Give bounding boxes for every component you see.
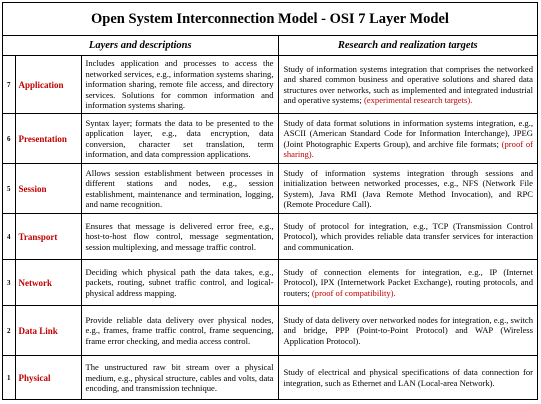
target-text: Study of connection elements for integration, e.g., IP (Internet Protocol), IPX (Internetwork Packet Exchange), routing protocols, and routers; [283, 266, 533, 298]
layer-number: 3 [3, 260, 15, 306]
layer-number: 2 [3, 306, 15, 356]
target-text: Study of protocol for integration, e.g., TCP (Transmission Control Protocol), which provides reliable data transfer services for interaction and communication. [283, 220, 533, 252]
header-row [3, 36, 537, 56]
layer-research-target [278, 114, 537, 164]
layer-row-application [3, 56, 537, 114]
layer-row-network [3, 260, 537, 306]
layer-description: Provide reliable data delivery over physical nodes, e.g., frames, frame traffic control, frame sequencing, frame error checking, and media access control. [81, 306, 278, 356]
layer-row-presentation [3, 114, 537, 164]
layer-description: Allows session establishment between processes in different stations and nodes, e.g., session establishment, maintenance and termination, logging, and name recognition. [81, 164, 278, 214]
target-note: (proof of compatibility). [311, 287, 396, 298]
target-note: (proof of sharing). [283, 138, 533, 159]
layer-name: Data Link [15, 306, 81, 356]
osi-model-table-container [2, 2, 538, 400]
target-text: Study of electrical and physical specifications of data connection for integration, such as Ethernet and LAN (Local-area Network). [283, 367, 533, 388]
layer-row-transport [3, 214, 537, 260]
layer-number: 4 [3, 214, 15, 260]
layer-description: Syntax layer; formats the data to be presented to the application layer, e.g., data encryption, data conversion, character set translation, term information, and data compression applications. [81, 114, 278, 164]
layer-description: Includes application and processes to access the networked services, e.g., information systems sharing, information sharing, remote file access, and directory services. Solutions for common information and information systems sharing. [81, 56, 278, 114]
target-text: Study of information systems integration through sessions and initialization between networked processes, e.g., NFS (Network File System), Java RMI (Java Remote Method Invocation), and RPC (Remote Procedure Call). [283, 167, 533, 209]
layer-name: Application [15, 56, 81, 114]
target-text: Study of information systems integration that comprises the networked and shared common business and operative solutions and shared data structures over networks, such as implemented and integrated industrial and operative systems; [283, 63, 533, 105]
layer-row-session [3, 164, 537, 214]
osi-layers-table [3, 36, 537, 400]
layer-research-target [278, 306, 537, 356]
header-research-targets: Research and realization targets [278, 36, 537, 56]
layer-description: Deciding which physical path the data takes, e.g., packets, routing, subnet traffic control, and logical-physical address mapping. [81, 260, 278, 306]
layer-research-target [278, 260, 537, 306]
layer-research-target [278, 56, 537, 114]
layer-description: Ensures that message is delivered error free, e.g., host-to-host flow control, message segmentation, session multiplexing, and message traffic control. [81, 214, 278, 260]
header-layers-descriptions: Layers and descriptions [3, 36, 278, 56]
layer-research-target [278, 356, 537, 400]
layer-name: Session [15, 164, 81, 214]
layer-name: Transport [15, 214, 81, 260]
layer-research-target [278, 214, 537, 260]
target-text: Study of data delivery over networked nodes for integration, e.g., switch and bridge, PPP (Point-to-Point Protocol) and WAP (Wireless Application Protocol). [283, 314, 533, 346]
layer-number: 1 [3, 356, 15, 400]
table-title: Open System Interconnection Model - OSI 7 Layer Model [3, 3, 537, 36]
target-text: Study of data format solutions in information systems integration, e.g., ASCII (American Standard Code for Information Interchange), JPEG (Joint Photographic Experts Group), and archive file formats; [283, 117, 533, 149]
layer-row-physical [3, 356, 537, 400]
layer-name: Physical [15, 356, 81, 400]
layer-name: Presentation [15, 114, 81, 164]
layer-name: Network [15, 260, 81, 306]
layer-description: The unstructured raw bit stream over a physical medium, e.g., physical structure, cables and volts, data encoding, and transmission technique. [81, 356, 278, 400]
layer-number: 5 [3, 164, 15, 214]
layer-row-data-link [3, 306, 537, 356]
layer-number: 6 [3, 114, 15, 164]
target-note: (experimental research targets). [363, 95, 473, 105]
layer-research-target [278, 164, 537, 214]
layer-number: 7 [3, 56, 15, 114]
